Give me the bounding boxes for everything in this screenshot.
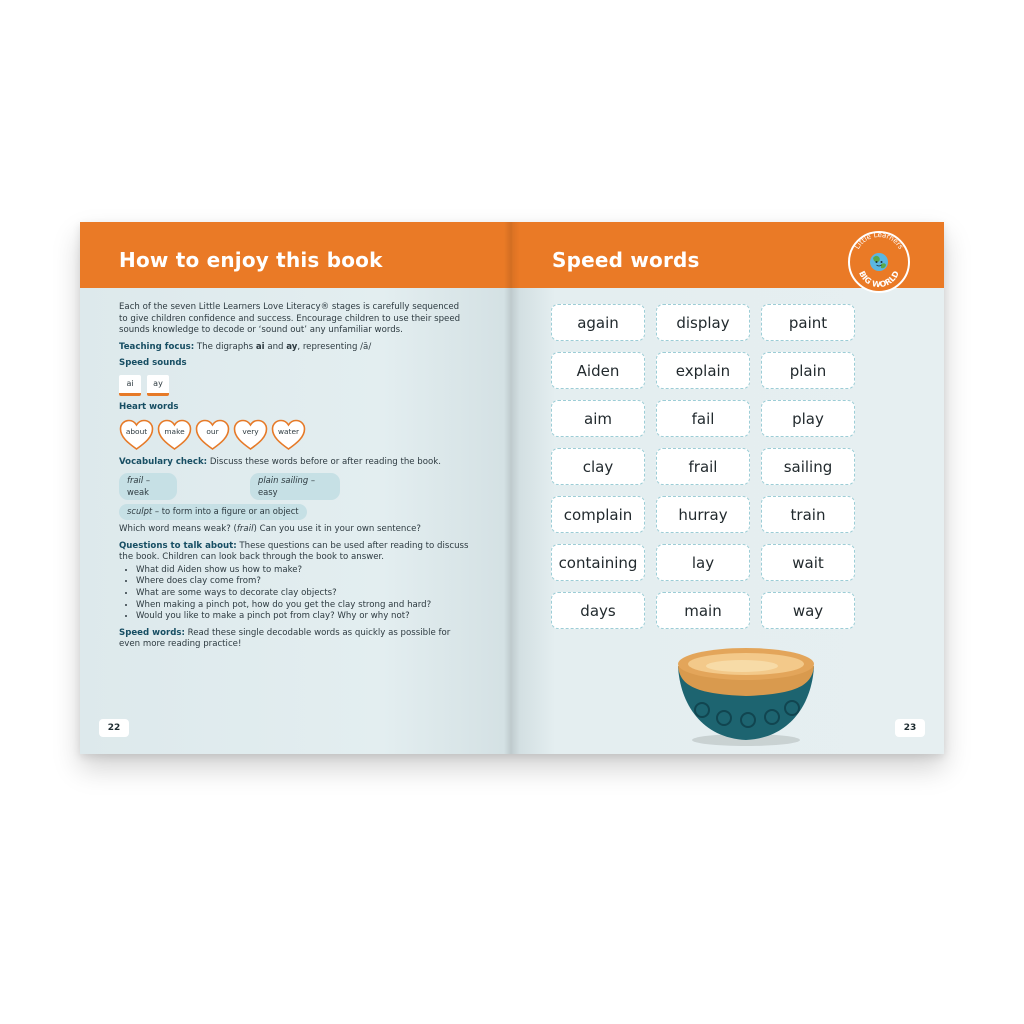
speed-word-card: wait bbox=[761, 544, 855, 581]
badge-text-bottom: BIG WORLD bbox=[857, 269, 901, 290]
list-item: • Would you like to make a pinch pot from clay? Why or why not? bbox=[136, 611, 469, 623]
right-page-title: Speed words bbox=[552, 248, 700, 272]
heart-word-label: make bbox=[164, 426, 185, 436]
speed-word-card: play bbox=[761, 400, 855, 437]
left-page bbox=[80, 222, 512, 754]
vocab-question-word: frail bbox=[236, 523, 254, 534]
page-number-left: 22 bbox=[99, 719, 129, 737]
speed-words-note bbox=[119, 628, 469, 651]
speed-word-card: complain bbox=[551, 496, 645, 533]
heart-words-list bbox=[119, 419, 469, 451]
vocab-pill bbox=[119, 504, 307, 520]
speed-word-card: containing bbox=[551, 544, 645, 581]
digraph-ay: ay bbox=[286, 341, 298, 352]
heart-word-label: about bbox=[125, 426, 148, 436]
speed-word-card: train bbox=[761, 496, 855, 533]
questions-intro bbox=[119, 541, 469, 564]
vocabulary-check-text: Discuss these words before or after reading the book. bbox=[207, 456, 441, 467]
heart-word bbox=[271, 419, 306, 451]
speed-word-card: Aiden bbox=[551, 352, 645, 389]
intro-paragraph: Each of the seven Little Learners Love Literacy® stages is carefully sequenced to give children confidence and success. Encourage children to use their speed sounds knowledge to decode or ‘sound out’ any unfamiliar words. bbox=[119, 302, 461, 336]
speed-word-card: explain bbox=[656, 352, 750, 389]
vocab-pill bbox=[250, 473, 340, 500]
left-page-title: How to enjoy this book bbox=[119, 248, 383, 272]
heart-word bbox=[195, 419, 230, 451]
speed-word-card: frail bbox=[656, 448, 750, 485]
badge-text-top: Little Learners bbox=[853, 230, 905, 251]
little-learners-badge bbox=[842, 222, 916, 294]
vocab-word: sculpt bbox=[127, 506, 153, 517]
teaching-focus-text-after: , representing /ā/ bbox=[297, 341, 372, 352]
globe-icon bbox=[870, 253, 888, 271]
heart-word-label: water bbox=[277, 426, 300, 436]
speed-word-card: hurray bbox=[656, 496, 750, 533]
speed-word-card: display bbox=[656, 304, 750, 341]
vocab-row-2 bbox=[119, 504, 469, 520]
vocab-pill bbox=[119, 473, 177, 500]
list-item: • What did Aiden show us how to make? bbox=[136, 565, 469, 577]
digraph-ai: ai bbox=[255, 341, 265, 352]
globe-eye-icon bbox=[876, 261, 878, 263]
vocab-meaning: – weak bbox=[127, 475, 151, 497]
speed-word-card: main bbox=[656, 592, 750, 629]
vocab-meaning: – to form into a figure or an object bbox=[152, 506, 299, 517]
heart-word bbox=[119, 419, 154, 451]
speed-sound-card: ai bbox=[119, 375, 141, 396]
vocabulary-question bbox=[119, 524, 469, 536]
speed-sounds-heading: Speed sounds bbox=[119, 358, 187, 369]
speed-word-card: plain bbox=[761, 352, 855, 389]
questions-label: Questions to talk about: bbox=[119, 540, 237, 551]
list-item: • Where does clay come from? bbox=[136, 576, 469, 588]
heart-word-label: very bbox=[242, 426, 259, 436]
speed-word-card: again bbox=[551, 304, 645, 341]
teaching-focus-text-before: The digraphs bbox=[194, 341, 256, 352]
clay-bowl-photo bbox=[672, 644, 820, 749]
speed-word-card: way bbox=[761, 592, 855, 629]
list-item: • What are some ways to decorate clay objects? bbox=[136, 588, 469, 600]
speed-word-card: lay bbox=[656, 544, 750, 581]
bowl-inside-highlight bbox=[706, 660, 778, 672]
questions-list bbox=[119, 565, 469, 623]
heart-words-heading: Heart words bbox=[119, 401, 179, 412]
speed-word-card: aim bbox=[551, 400, 645, 437]
book-spread bbox=[80, 222, 944, 754]
speed-sound-card: ay bbox=[147, 375, 169, 396]
left-page-content bbox=[119, 302, 469, 656]
speed-word-card: fail bbox=[656, 400, 750, 437]
heart-word bbox=[233, 419, 268, 451]
left-banner bbox=[80, 222, 512, 288]
teaching-focus-and: and bbox=[264, 341, 287, 352]
globe-eye-icon bbox=[881, 261, 883, 263]
vocab-meaning: – easy bbox=[258, 475, 316, 497]
list-item: • When making a pinch pot, how do you get the clay strong and hard? bbox=[136, 600, 469, 612]
speed-word-card: days bbox=[551, 592, 645, 629]
speed-sounds-list bbox=[119, 375, 469, 396]
vocab-word: plain sailing bbox=[258, 475, 309, 486]
vocab-row-1 bbox=[119, 473, 469, 500]
questions-text: These questions can be used after reading to discuss the book. Children can look back through the book to answer. bbox=[119, 540, 469, 563]
vocabulary-check-label: Vocabulary check: bbox=[119, 456, 208, 467]
vocab-question-after: ) Can you use it in your own sentence? bbox=[253, 523, 421, 534]
speed-words-note-label: Speed words: bbox=[119, 627, 185, 638]
right-page bbox=[512, 222, 944, 754]
teaching-focus bbox=[119, 342, 469, 354]
heart-word-label: our bbox=[206, 426, 219, 436]
teaching-focus-label: Teaching focus: bbox=[119, 341, 195, 352]
speed-words-note-text: Read these single decodable words as quickly as possible for even more reading practice! bbox=[119, 627, 451, 650]
heart-word bbox=[157, 419, 192, 451]
speed-word-card: paint bbox=[761, 304, 855, 341]
vocabulary-check bbox=[119, 457, 469, 469]
page-number-right: 23 bbox=[895, 719, 925, 737]
speed-word-card: clay bbox=[551, 448, 645, 485]
speed-words-grid bbox=[551, 304, 855, 629]
speed-word-card: sailing bbox=[761, 448, 855, 485]
vocab-word: frail bbox=[127, 475, 144, 486]
vocab-question-before: Which word means weak? ( bbox=[119, 523, 237, 534]
